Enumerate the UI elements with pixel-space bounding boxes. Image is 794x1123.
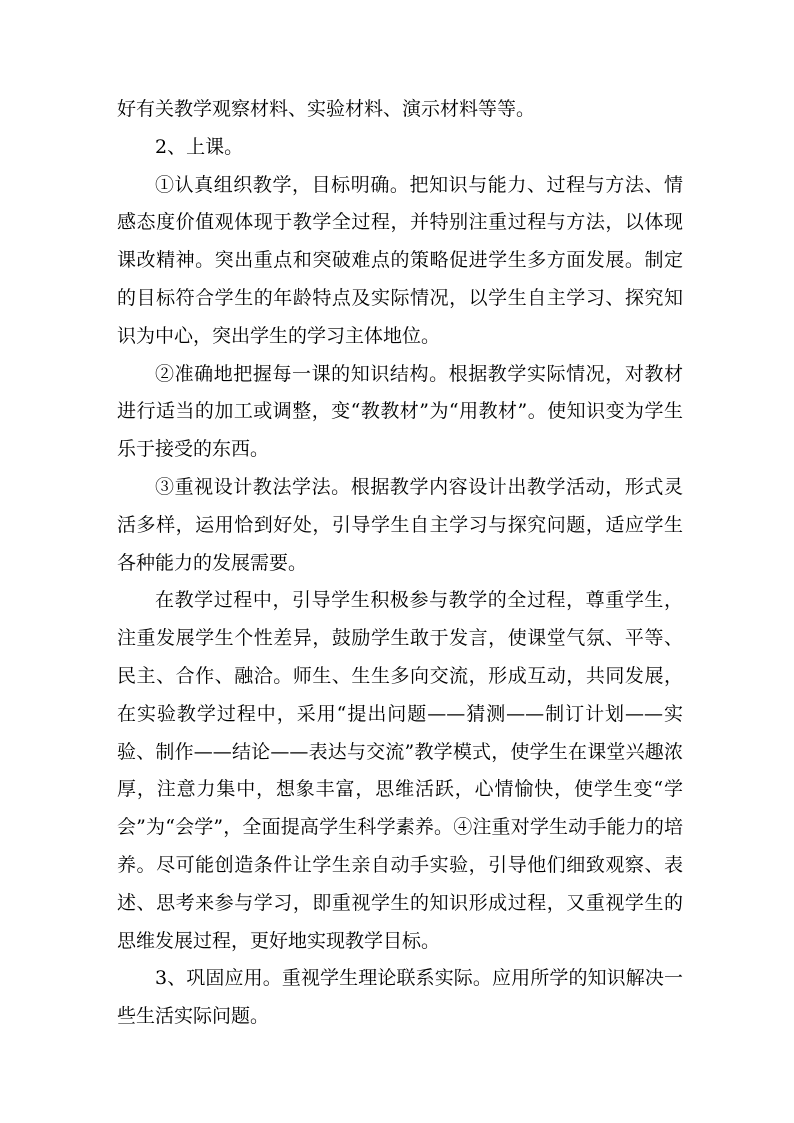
paragraph-section-2-heading: 2、上课。 [155, 135, 244, 158]
document-body [117, 91, 683, 1036]
paragraph-teaching-process: 在教学过程中，引导学生积极参与教学的全过程，尊重学生，注重发展学生个性差异，鼓励学生敢于发言，使课堂气氛、平等、民主、合作、融洽。师生、生生多向交流，形成互动，共同发展，在实验教学过程中，采用“提出问题——猜测——制订计划——实验、制作——结论——表达与交流”教学模式，使学生在课堂兴趣浓厚，注意力集中，想象丰富，思维活跃，心情愉快，使学生变“学会”为“会学”，全面提高学生科学素养。④注重对学生动手能力的培养。尽可能创造条件让学生亲自动手实验，引导他们细致观察、表述、思考来参与学习，即重视学生的知识形成过程，又重视学生的思维发展过程，更好地实现教学目标。 [117, 589, 683, 952]
paragraph-continuation: 好有关教学观察材料、实验材料、演示材料等等。 [117, 98, 536, 120]
paragraph-section-3: 3、巩固应用。重视学生理论联系实际。应用所学的知识解决一些生活实际问题。 [117, 967, 683, 1028]
paragraph-item-1: ①认真组织教学，目标明确。把知识与能力、过程与方法、情感态度价值观体现于教学全过程，并特别注重过程与方法，以体现课改精神。突出重点和突破难点的策略促进学生多方面发展。制定的目标符合学生的年龄特点及实际情况，以学生自主学习、探究知识为中心，突出学生的学习主体地位。 [117, 173, 683, 347]
paragraph-item-2: ②准确地把握每一课的知识结构。根据教学实际情况，对教材进行适当的加工或调整，变“教教材”为“用教材”。使知识变为学生乐于接受的东西。 [117, 362, 683, 461]
paragraph-item-3: ③重视设计教法学法。根据教学内容设计出教学活动，形式灵活多样，运用恰到好处，引导学生自主学习与探究问题，适应学生各种能力的发展需要。 [117, 475, 683, 574]
